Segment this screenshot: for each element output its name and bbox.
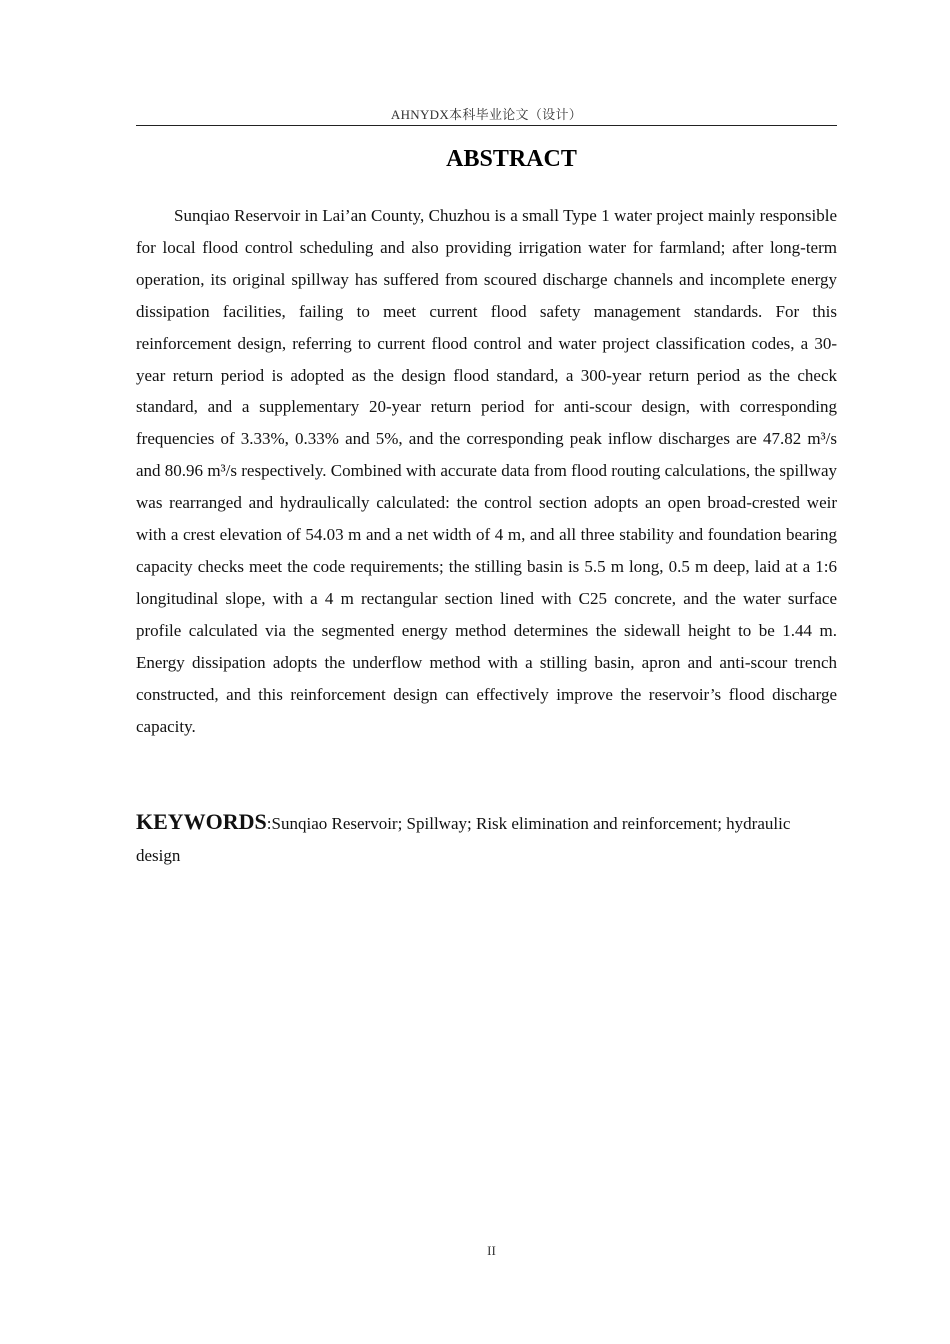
running-header: AHNYDX本科毕业论文（设计） [390, 107, 583, 122]
keywords-line [136, 806, 837, 872]
abstract-paragraph: Sunqiao Reservoir in Lai’an County, Chuzhou is a small Type 1 water project mainly responsible for local flood control scheduling and also providing irrigation water for farmland; after long-term operation, its original spillway has suffered from scoured discharge channels and incomplete energy dissipation facilities, failing to meet current flood safety management standards. For this reinforcement design, referring to current flood control and water project classification codes, a 30-year return period is adopted as the design flood standard, a 300-year return period as the check standard, and a supplementary 20-year return period for anti-scour design, with corresponding frequencies of 3.33%, 0.33% and 5%, and the corresponding peak inflow discharges are 47.82 m³/s and 80.96 m³/s respectively. Combined with accurate data from flood routing calculations, the spillway was rearranged and hydraulically calculated: the control section adopts an open broad-crested weir with a crest elevation of 54.03 m and a net width of 4 m, and all three stability and foundation bearing capacity checks meet the code requirements; the stilling basin is 5.5 m long, 0.5 m deep, laid at a 1:6 longitudinal slope, with a 4 m rectangular section lined with C25 concrete, and the water surface profile calculated via the segmented energy method determines the sidewall height to be 1.44 m. Energy dissipation adopts the underflow method with a stilling basin, apron and anti-scour trench constructed, and this reinforcement design can effectively improve the reservoir’s flood discharge capacity. [136, 206, 837, 736]
abstract-title: ABSTRACT [446, 146, 577, 172]
page-number: II [487, 1243, 496, 1258]
keywords-label: KEYWORDS [136, 809, 267, 834]
header-divider [136, 125, 837, 126]
keywords-text: :Sunqiao Reservoir; Spillway; Risk elimination and reinforcement; hydraulic design [136, 814, 791, 865]
